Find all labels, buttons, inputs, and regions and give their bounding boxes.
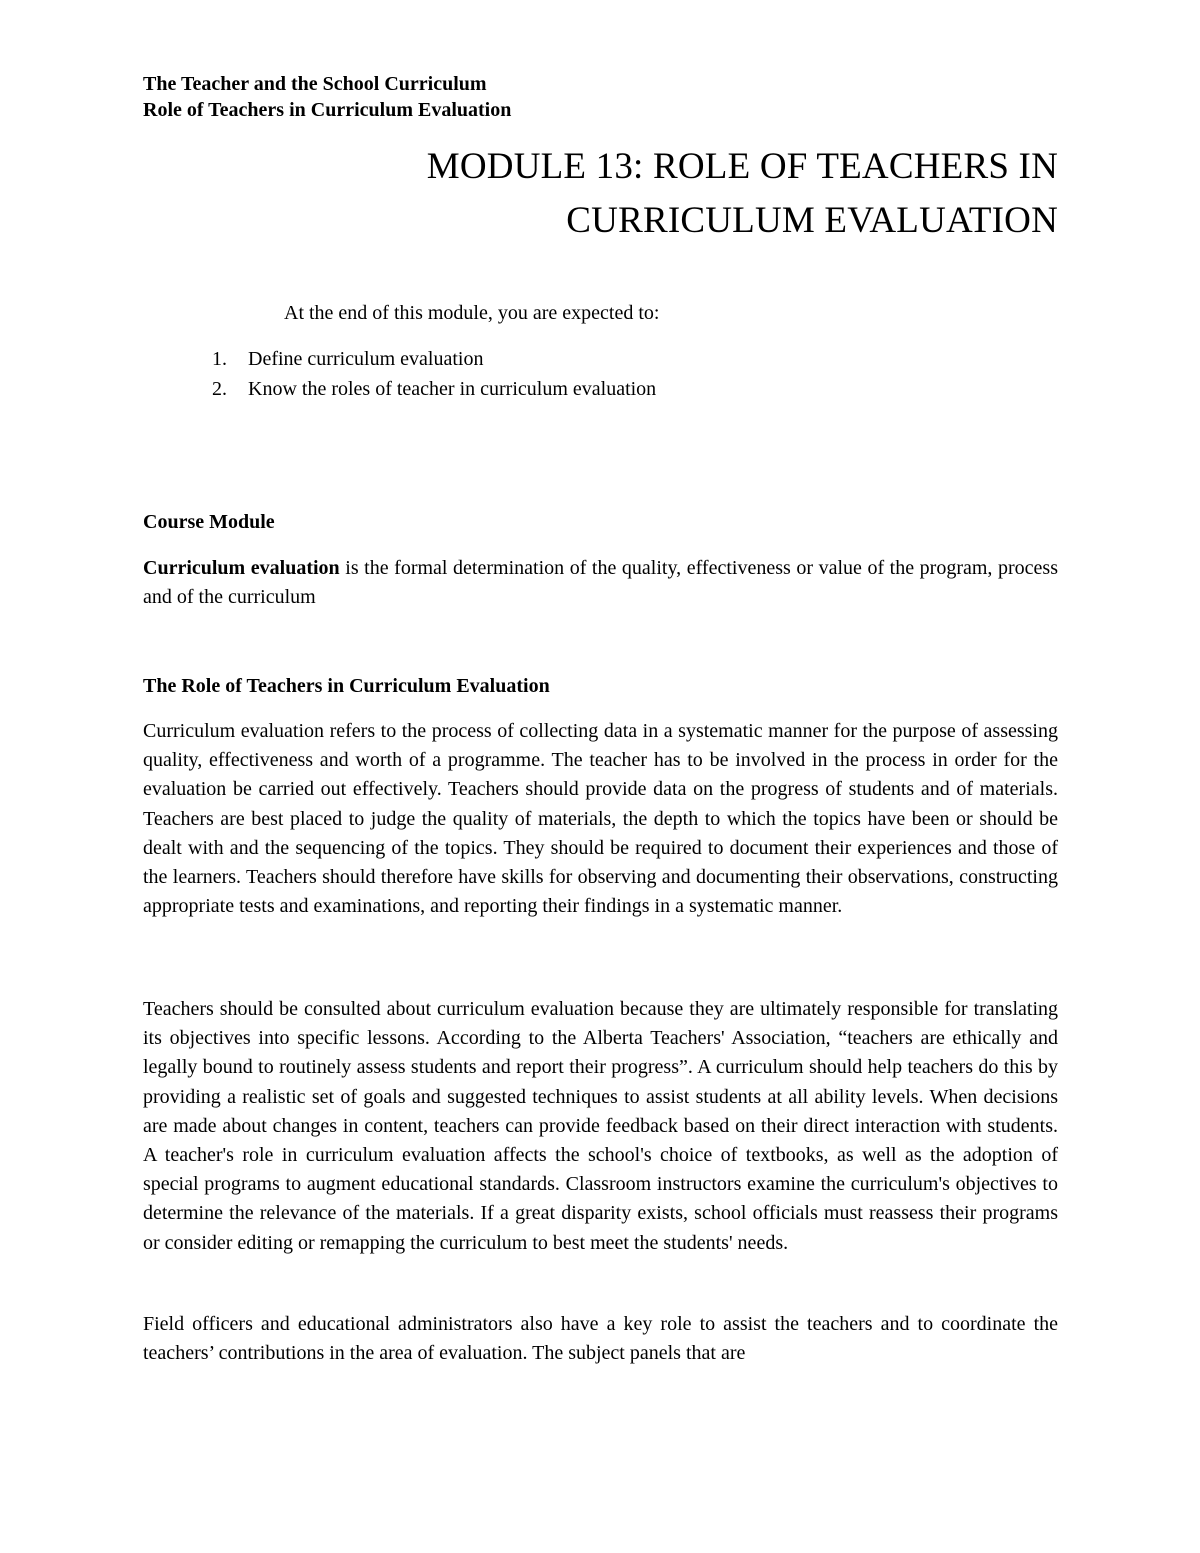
objective-item — [212, 374, 656, 404]
running-header — [143, 71, 511, 123]
objective-item — [212, 344, 656, 374]
body-paragraph-1: Curriculum evaluation refers to the process of collecting data in a systematic manner for the purpose of assessing quality, effectiveness and worth of a programme. The teacher has to be involved in the process in order for the evaluation be carried out effectively. Teachers should provide data on the progress of students and of materials. Teachers are best placed to judge the quality of materials, the depth to which the topics have been or should be dealt with and the sequencing of the topics. They should be required to document their experiences and those of the learners. Teachers should therefore have skills for observing and documenting their observations, constructing appropriate tests and examinations, and reporting their findings in a systematic manner. — [143, 720, 1058, 918]
module-title-line-1: MODULE 13: ROLE OF TEACHERS IN — [426, 146, 1058, 187]
definition-text: is the formal determination of the quality, effectiveness or value of the program, process and of the curriculum — [143, 557, 1058, 609]
body-paragraph-2: Teachers should be consulted about curriculum evaluation because they are ultimately responsible for translating its objectives into specific lessons. According to the Alberta Teachers' Association, “teachers are ethically and legally bound to routinely assess students and report their progress”. A curriculum should help teachers do this by providing a realistic set of goals and suggested techniques to assist students at all ability levels. When decisions are made about changes in content, teachers can provide feedback based on their direct interaction with students. A teacher's role in curriculum evaluation affects the school's choice of textbooks, as well as the adoption of special programs to augment educational standards. Classroom instructors examine the curriculum's objectives to determine the relevance of the materials. If a great disparity exists, school officials must reassess their programs or consider editing or remapping the curriculum to best meet the students' needs. — [143, 998, 1058, 1254]
course-module-heading: Course Module — [143, 511, 275, 533]
objectives-intro: At the end of this module, you are expected to: — [284, 302, 660, 324]
definition-term: Curriculum evaluation — [143, 557, 340, 579]
objective-number: 2. — [212, 378, 227, 400]
running-header-course: The Teacher and the School Curriculum — [143, 73, 487, 95]
definition-paragraph — [143, 554, 1058, 612]
module-title — [0, 140, 1058, 248]
objective-text: Define curriculum evaluation — [248, 348, 484, 370]
body-paragraph-3: Field officers and educational administrators also have a key role to assist the teachers and to coordinate the teachers’ contributions in the area of evaluation. The subject panels that are — [143, 1313, 1058, 1365]
objectives-list — [212, 344, 656, 404]
role-section-heading: The Role of Teachers in Curriculum Evaluation — [143, 675, 550, 697]
running-header-topic: Role of Teachers in Curriculum Evaluation — [143, 99, 512, 121]
objective-text: Know the roles of teacher in curriculum evaluation — [248, 378, 657, 400]
module-title-line-2: CURRICULUM EVALUATION — [566, 200, 1058, 241]
objective-number: 1. — [212, 348, 227, 370]
